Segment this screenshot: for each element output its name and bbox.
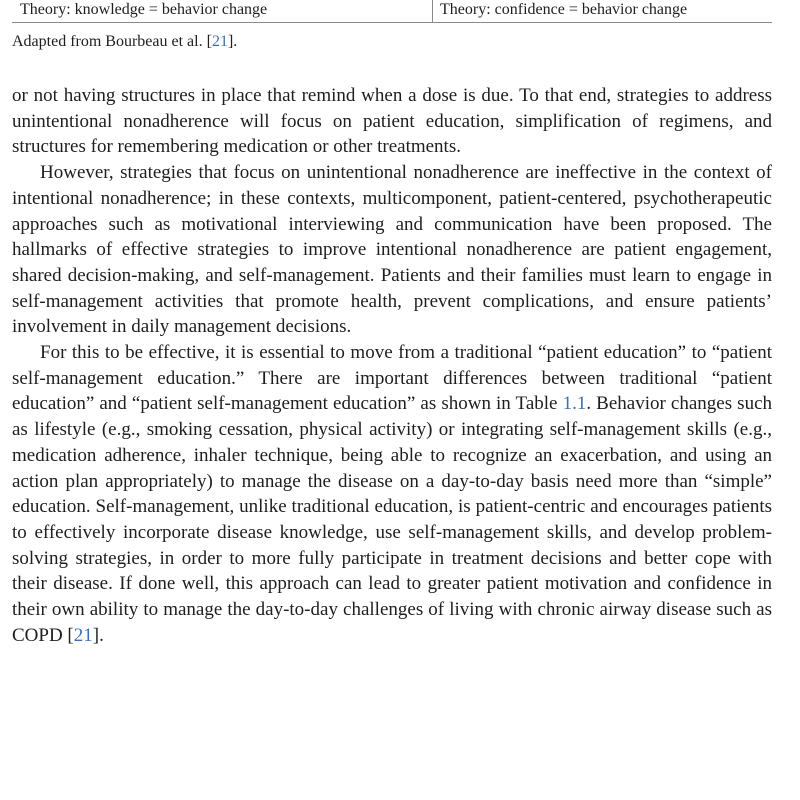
- table-column-divider: [432, 0, 433, 22]
- citation-link-21[interactable]: 21: [211, 33, 228, 50]
- table-1-1-link[interactable]: 1.1: [562, 393, 587, 415]
- table-cell-traditional-theory: Theory: knowledge = behavior change: [20, 1, 268, 18]
- document-page: [12, 0, 772, 648]
- table-cell-self-management-theory: Theory: confidence = behavior change: [440, 1, 688, 18]
- citation-link-21-body[interactable]: 21: [73, 624, 93, 646]
- paragraph-1: or not having structures in place that remind when a dose is due. To that end, strategies to address unintentional nonadherence will focus on patient education, simplification of regimens, and structures for remembering medication or other treatments.: [12, 85, 772, 158]
- table-source-note: Adapted from Bourbeau et al. [21].: [12, 33, 238, 50]
- table-last-row: [12, 0, 772, 23]
- paragraph-3: For this to be effective, it is essential to move from a traditional “patient education” to “patient self-management education.” There are important differences between traditional “patient education” and “patient self-management education” as shown in Table 1.1. Behavior changes such as lifestyle (e.g., smoking cessation, physical activity) or integrating self-management skills (e.g., medication adherence, inhaler technique, being able to recognize an exacerbation, and using an action plan appropriately) to manage the disease on a day-to-day basis need more than “simple” education. Self-management, unlike traditional education, is patient-centric and encourages patients to effectively incorporate disease knowledge, use self-management skills, and develop problem-solving strategies, in order to more fully participate in treatment decisions and better cope with their disease. If done well, this approach can lead to greater patient motivation and confidence in their own ability to manage the day-to-day challenges of living with chronic airway disease such as COPD [21].: [12, 342, 773, 646]
- body-text: [12, 83, 772, 648]
- paragraph-2: However, strategies that focus on unintentional nonadherence are ineffective in the context of intentional nonadherence; in these contexts, multicomponent, patient-centered, psychotherapeutic approaches such as motivational interviewing and communication have been proposed. The hallmarks of effective strategies to improve intentional nonadherence are patient engagement, shared decision-making, and self-management. Patients and their families must learn to engage in self-management activities that promote health, prevent complications, and ensure patients’ involvement in daily management decisions.: [12, 162, 772, 338]
